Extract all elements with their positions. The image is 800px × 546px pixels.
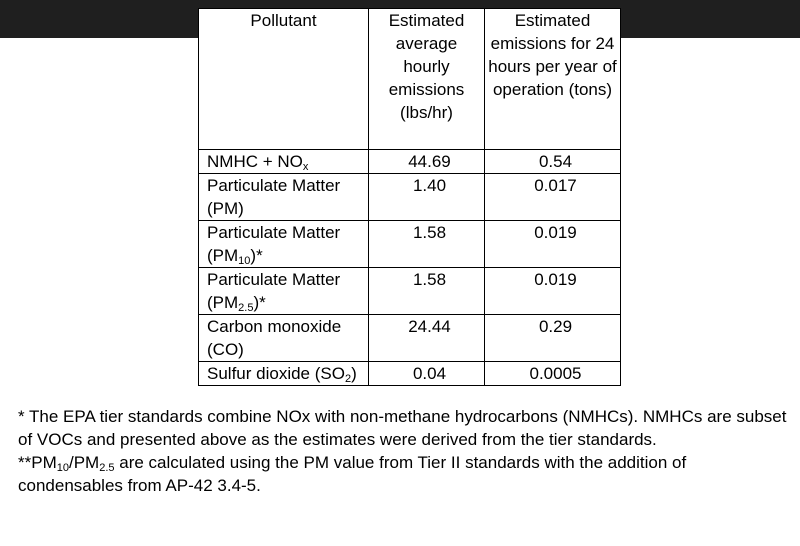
hourly-value: 1.58 <box>369 268 485 315</box>
pollutant-suffix: )* <box>250 246 263 265</box>
hourly-value: 44.69 <box>369 150 485 174</box>
table-row <box>199 221 621 268</box>
pollutant-cell <box>199 174 369 221</box>
footnote-text: **PM <box>18 453 57 472</box>
pollutant-suffix: ) <box>351 364 357 383</box>
pollutant-suffix: )* <box>253 293 266 312</box>
footnote-text: /PM <box>68 453 100 472</box>
footnote-subscript: 2.5 <box>99 462 115 474</box>
table-header-row <box>199 9 621 150</box>
header-annual-emissions: Estimated emissions for 24 hours per year of operation (tons) <box>485 9 621 150</box>
pollutant-cell <box>199 150 369 174</box>
table-row <box>199 362 621 386</box>
hourly-value: 24.44 <box>369 315 485 362</box>
table-row <box>199 174 621 221</box>
pollutant-text: Particulate Matter (PM <box>207 270 341 312</box>
footnotes <box>18 405 793 497</box>
pollutant-subscript: x <box>302 161 309 173</box>
pollutant-text: Sulfur dioxide (SO <box>207 364 345 383</box>
pollutant-cell <box>199 315 369 362</box>
pollutant-cell <box>199 221 369 268</box>
footnote-text: are calculated using the PM value from Tier II standards with the addition of condensables from AP-42 3.4-5. <box>18 453 687 495</box>
emissions-table <box>198 8 621 386</box>
pollutant-text: NMHC + NO <box>207 152 303 171</box>
pollutant-subscript: 2 <box>344 373 352 385</box>
hourly-value: 0.04 <box>369 362 485 386</box>
pollutant-text: Particulate Matter (PM <box>207 223 341 265</box>
table-row <box>199 268 621 315</box>
pollutant-subscript: 2.5 <box>238 302 254 314</box>
pollutant-text: Carbon monoxide (CO) <box>207 317 342 359</box>
pollutant-cell <box>199 362 369 386</box>
annual-value: 0.29 <box>485 315 621 362</box>
footnote-nox: * The EPA tier standards combine NOx with non-methane hydrocarbons (NMHCs). NMHCs are subset of VOCs and presented above as the estimates were derived from the tier standards. <box>18 407 787 449</box>
footnote-pm <box>18 451 793 497</box>
footnote-subscript: 10 <box>56 462 69 474</box>
hourly-value: 1.58 <box>369 221 485 268</box>
table-row <box>199 150 621 174</box>
hourly-value: 1.40 <box>369 174 485 221</box>
pollutant-text: Particulate Matter (PM) <box>207 176 341 218</box>
annual-value: 0.019 <box>485 268 621 315</box>
table-row <box>199 315 621 362</box>
header-pollutant: Pollutant <box>199 9 369 150</box>
annual-value: 0.019 <box>485 221 621 268</box>
annual-value: 0.0005 <box>485 362 621 386</box>
pollutant-subscript: 10 <box>238 255 251 267</box>
annual-value: 0.017 <box>485 174 621 221</box>
annual-value: 0.54 <box>485 150 621 174</box>
pollutant-cell <box>199 268 369 315</box>
header-hourly-emissions: Estimated average hourly emissions (lbs/hr) <box>369 9 485 150</box>
